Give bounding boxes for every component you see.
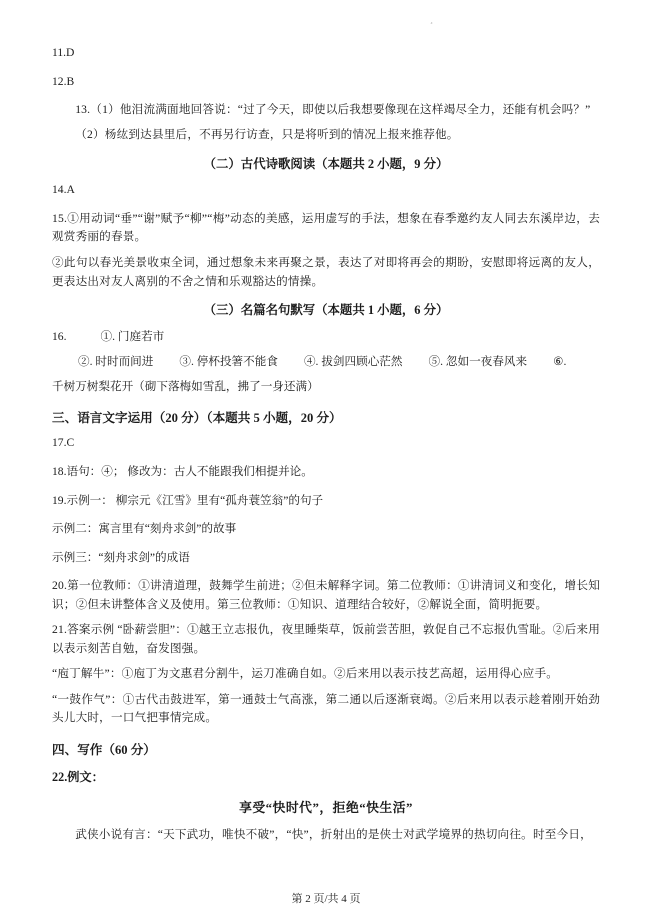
answer-16-item3: ③. 停杯投箸不能食 (179, 355, 278, 369)
essay-title: 享受“快时代”，拒绝“快生活” (239, 801, 413, 816)
answer-16-line3: 千树万树梨花开（砌下落梅如雪乱，拂了一身还满） (52, 379, 319, 393)
answer-16-item5: ⑤. 忽如一夜春风来 (428, 355, 528, 369)
answer-16-number: 16. (52, 330, 67, 344)
answer-16-item6: ⑥. (553, 355, 567, 369)
page-artifact-mark: ¸ (430, 14, 433, 24)
answer-15-part1: 15.①用动词“垂”“谢”赋予“柳”“梅”动态的美感，运用虚写的手法，想象在春季邀约友人同去东溪岸边，去观赏秀丽的春景。 (52, 211, 600, 244)
answer-14: 14.A (52, 183, 75, 197)
answer-15-part2: ②此句以春光美景收束全词，通过想象未来再聚之景，表达了对即将再会的期盼，安慰即将远离的友人，更表达出对友人离别的不舍之情和乐观豁达的情操。 (52, 255, 600, 288)
section-heading-language: 三、语言文字运用（20 分）（本题共 5 小题，20 分） (52, 411, 342, 426)
answer-21-main: 21.答案示例 “卧薪尝胆”：①越王立志报仇，夜里睡柴草，饭前尝苦胆，敦促自己不忘报仇雪耻。②后来用以表示刻苦自勉，奋发图强。 (52, 623, 600, 656)
section-heading-dictation: （三）名篇名句默写（本题共 1 小题，6 分） (203, 303, 449, 318)
answer-12: 12.B (52, 74, 75, 88)
answer-19-example1: 19.示例一： 柳宗元《江雪》里有“孤舟蓑笠翁”的句子 (52, 493, 324, 507)
answer-19-example3: 示例三：“刻舟求剑”的成语 (52, 550, 190, 564)
answer-16-item1: ①. 门庭若市 (100, 330, 165, 344)
page-footer: 第 2 页/共 4 页 (291, 893, 361, 905)
section-heading-poetry: （二）古代诗歌阅读（本题共 2 小题，9 分） (203, 157, 449, 172)
answer-17: 17.C (52, 436, 75, 450)
answer-13-part2: （2）杨纮到达县里后，不再另行访查，只是将听到的情况上报来推荐他。 (75, 128, 459, 142)
answer-16-line2 (52, 352, 600, 372)
answer-16-item2: ②. 时时而间进 (78, 355, 154, 369)
answer-16-line1 (52, 327, 600, 347)
section-heading-writing: 四、写作（60 分） (52, 743, 156, 758)
answer-22-label: 22.例文： (52, 770, 104, 785)
answer-11: 11.D (52, 46, 75, 59)
answer-20: 20.第一位教师：①讲清道理，鼓舞学生前进；②但未解释字词。第二位教师：①讲清词义和变化，增长知识；②但未讲整体含义及使用。第三位教师：①知识、道理结合较好，②解说全面，简明扼要。 (52, 579, 600, 611)
answer-21-example-c: “一鼓作气”：①古代击鼓进军，第一通鼓士气高涨，第二通以后逐渐衰竭。②后来用以表示趁着刚开始劲头儿大时，一口气把事情完成。 (52, 692, 600, 725)
answer-18: 18.语句：④； 修改为：古人不能跟我们相提并论。 (52, 464, 313, 478)
answer-13-part1: 13.（1）他泪流满面地回答说：“过了今天，即使以后我想要像现在这样竭尽全力，还能有机会吗？” (75, 103, 591, 117)
answer-19-example2: 示例二：寓言里有“刻舟求剑”的故事 (52, 522, 237, 536)
answer-16-item4: ④. 拔剑四顾心茫然 (303, 355, 403, 369)
essay-paragraph-1: 武侠小说有言：“天下武功，唯快不破”，“快”，折射出的是侠士对武学境界的热切向往。时至今日， (75, 828, 592, 842)
answer-21-example-b: “庖丁解牛”：①庖丁为文惠君分割牛，运刀准确自如。②后来用以表示技艺高超，运用得心应手。 (52, 667, 559, 681)
